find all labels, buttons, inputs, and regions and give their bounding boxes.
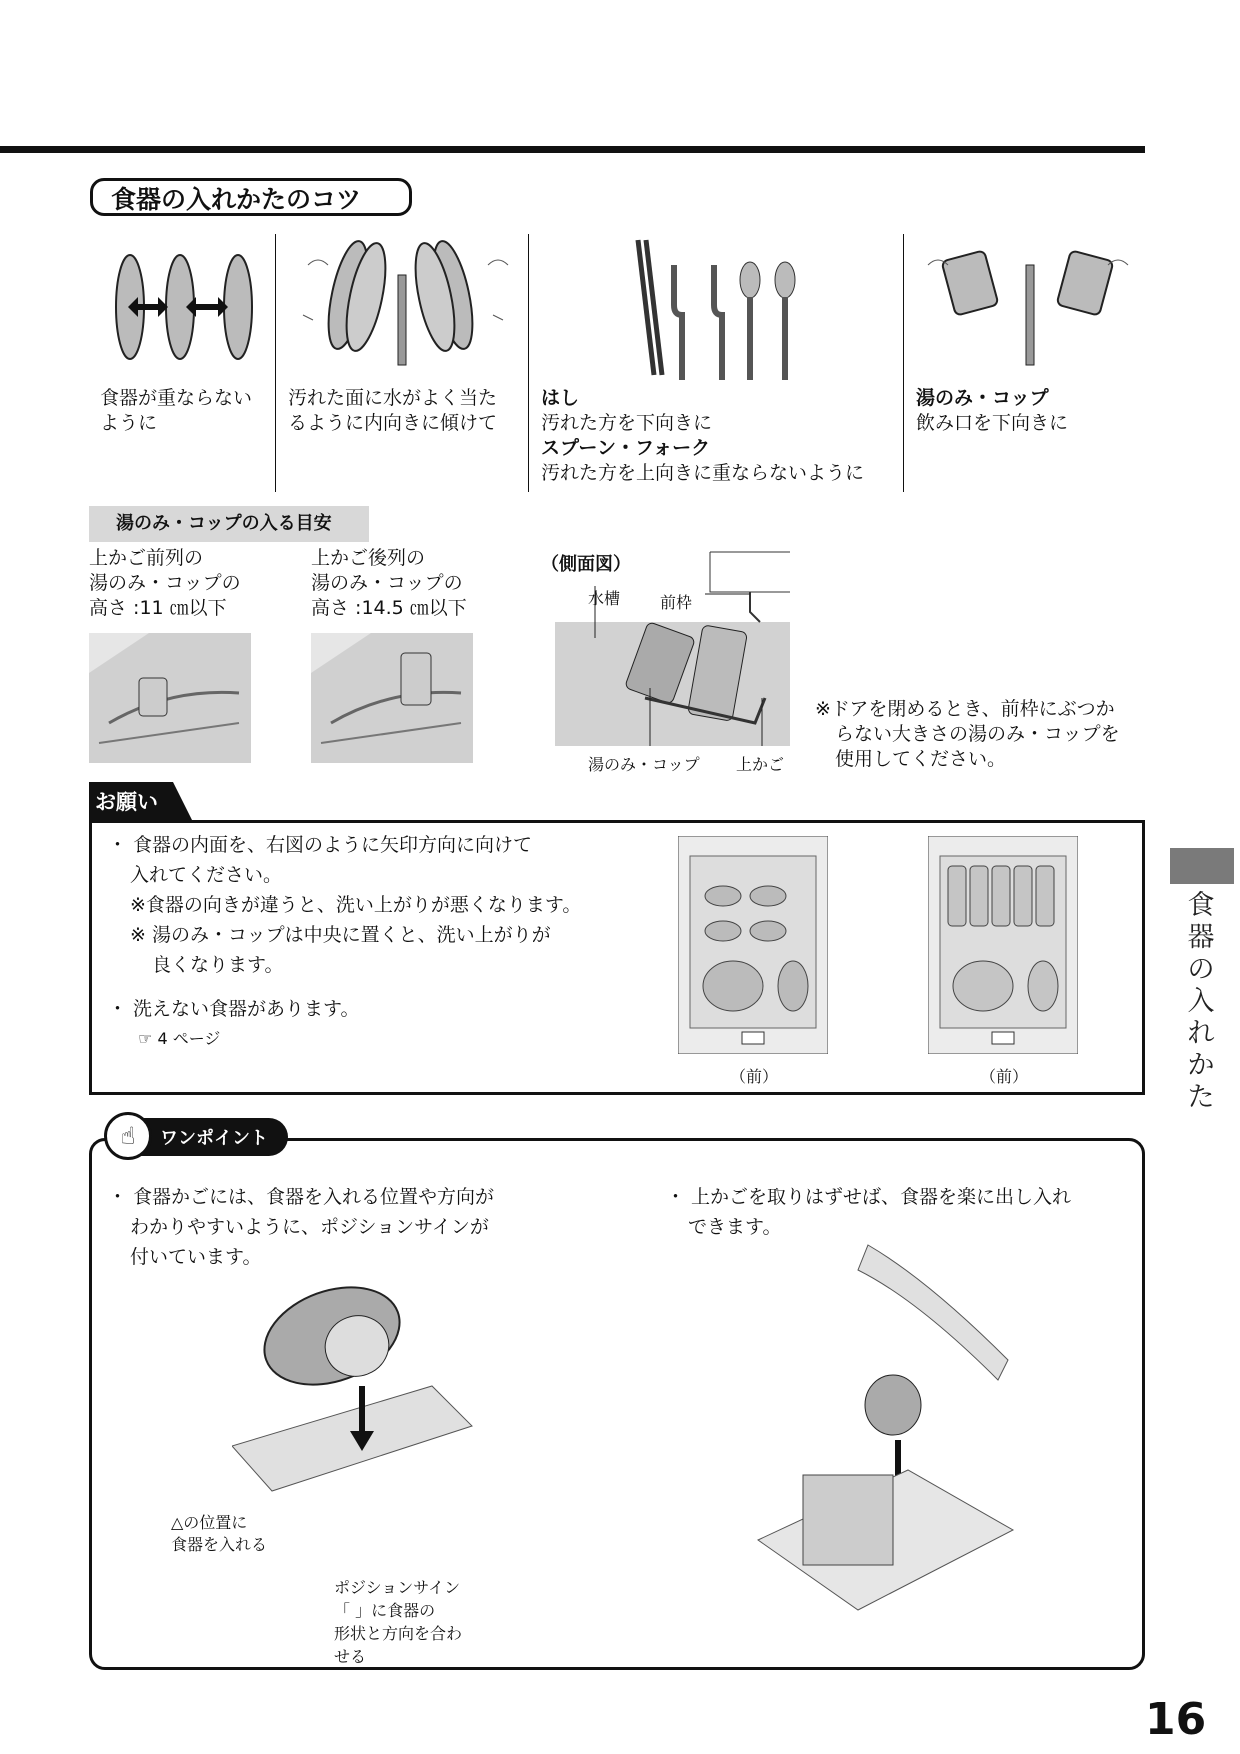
side-view-title: （側面図） [541,554,631,575]
tip-1-line1: 食器が重ならない [100,387,253,409]
page-ref[interactable]: 4 ページ [157,1029,221,1048]
callout1-line1: △の位置に [171,1513,248,1532]
side-char: 入 [1187,986,1215,1017]
onepoint-left-text [108,1182,494,1272]
callout1-line2: 食器を入れる [171,1535,268,1554]
plates-tilted-illustration [288,235,518,375]
onepoint-tab-label: ワンポイント [160,1128,268,1149]
label-tank: 水槽 [588,589,621,608]
callout2-line1: ポジションサイン [334,1578,461,1597]
front-row-cup-illustration [89,633,251,763]
tip-2-line1: 汚れた面に水がよく当た [288,387,498,409]
callout-sign [334,1576,462,1668]
divider [275,234,276,492]
tip-3-heading: はし [541,387,580,409]
rear-line3: 高さ :14.5 ㎝以下 [311,597,467,619]
cup-guide-title: 湯のみ・コップの入る目安 [89,506,369,542]
tip-2-line2: るように内向きに傾けて [288,412,498,434]
pointing-finger-icon: ☝ [104,1112,152,1160]
tip-3-heading2: スプーン・フォーク [541,437,711,459]
tip-1-line2: ように [100,412,158,434]
callout2-line3: 形状と方向を合わ [334,1624,463,1643]
note-line3: 使用してください。 [835,748,1007,770]
request-line3: ※食器の向きが違うと、洗い上がりが悪くなります。 [130,894,582,916]
divider [528,234,529,492]
side-char: 器 [1187,922,1215,953]
request-line6: ・ 洗えない食器があります。 [108,998,360,1020]
note-line2: らない大きさの湯のみ・コップを [835,723,1120,745]
tip-4-line1: 飲み口を下向きに [916,412,1069,434]
side-char: の [1187,954,1215,985]
remove-basket-illustration [748,1240,1018,1620]
side-char: れ [1187,1018,1215,1049]
cup-guide-rear-text [311,546,467,621]
request-line1: ・ 食器の内面を、右図のように矢印方向に向けて [108,834,533,856]
basket-layout-1 [678,836,828,1054]
request-tab-label: お願い [95,790,158,814]
onepoint-right-line1: ・ 上かごを取りはずせば、食器を楽に出し入れ [666,1186,1072,1208]
tip-4-heading: 湯のみ・コップ [916,387,1049,409]
rear-line2: 湯のみ・コップの [311,572,463,594]
tip-4-caption [916,386,1068,436]
pointing-hand-icon: ☞ [138,1029,153,1048]
front-line1: 上かご前列の [89,547,204,569]
front-label-1: （前） [730,1067,779,1086]
cups-illustration [918,235,1138,375]
side-char: 食 [1187,890,1215,921]
tip-2-caption [288,386,497,436]
bowl-position-illustration [232,1276,482,1496]
onepoint-left-line3: 付いています。 [130,1246,262,1268]
door-note [815,697,1120,772]
top-rule [0,146,1145,153]
onepoint-right-text [666,1182,1071,1242]
tip-1-caption [100,386,252,436]
callout2-line4: せる [334,1647,367,1666]
request-text [108,830,581,1054]
request-line4: ※ 湯のみ・コップは中央に置くと、洗い上がりが [130,924,551,946]
side-char: か [1187,1050,1215,1081]
side-view-diagram [555,548,790,746]
front-line2: 湯のみ・コップの [89,572,241,594]
page-title: 食器の入れかたのコツ [90,178,412,216]
request-line2: 入れてください。 [130,864,283,886]
cup-guide-front-text [89,546,241,621]
onepoint-right-line2: できます。 [688,1216,782,1238]
callout2-line2: 「 」に食器の [334,1601,436,1620]
plates-spacing-illustration [100,245,260,370]
request-line5: 良くなります。 [152,954,284,976]
onepoint-left-line1: ・ 食器かごには、食器を入れる位置や方向が [108,1186,495,1208]
rear-row-cup-illustration [311,633,473,763]
cutlery-illustration [630,235,800,385]
label-frame: 前枠 [660,593,693,612]
tip-3-line2: 汚れた方を上向きに重ならないように [541,462,865,484]
page-number: 16 [1145,1694,1207,1745]
label-cup: 湯のみ・コップ [588,755,700,774]
section-tab-marker [1170,848,1234,884]
label-basket: 上かご [736,755,785,774]
tip-3-line1: 汚れた方を下向きに [541,412,713,434]
front-label-2: （前） [980,1067,1029,1086]
section-tab-text [1184,890,1218,1114]
callout-position [171,1512,267,1556]
tip-3-caption [541,386,864,486]
basket-layout-2 [928,836,1078,1054]
divider [903,234,904,492]
rear-line1: 上かご後列の [311,547,426,569]
onepoint-left-line2: わかりやすいように、ポジションサインが [130,1216,489,1238]
side-char: た [1187,1082,1215,1113]
front-line3: 高さ :11 ㎝以下 [89,597,227,619]
note-line1: ※ドアを閉めるとき、前枠にぶつか [815,698,1115,720]
